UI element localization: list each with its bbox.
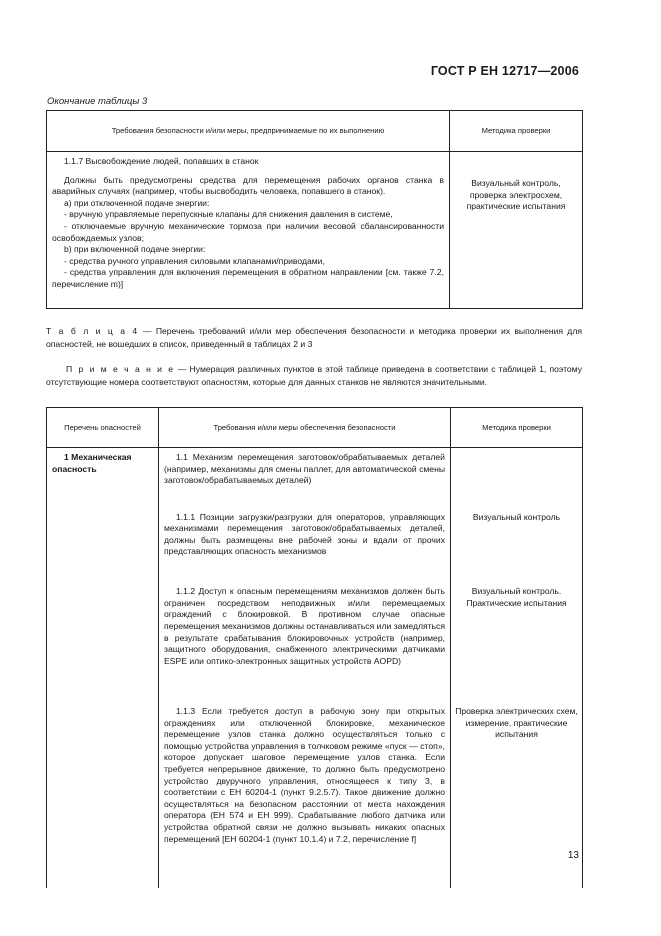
table-header-row: [47, 408, 583, 448]
requirement-text: 1.1.3 Если требуется доступ в рабочую зону при открытых ограждениях или отключенной блокировке, механическое перемещение узлов станка должно осуществляться только с помощью устройства управления в толчковом режиме «пуск — стоп», которое допускает шаговое перемещение узлов станка. Если требуется непрерывное движение, то должно быть предусмотрено устройство двуручного управления, относящееся к типу 3, в соответствии с ЕН 60204-1 (пункт 9.2.5.7). Такое движение должно осуществляться на безопасном расстоянии от места нахождения оператора (ЕН 574 и ЕН 999). Срабатывание любого датчика или устройства обратной связи не должно вызывать никаких опасных перемещений [ЕН 60204-1 (пункт 10.1.4) и 7.2, перечисление f]: [164, 705, 445, 844]
requirement-text: 1.1 Механизм перемещения заготовок/обрабатываемых деталей (например, механизмы для смены паллет, для автоматической смены заготовок/обрабатываемых деталей): [164, 452, 445, 486]
method-cell: [451, 508, 583, 583]
method-cell: [451, 582, 583, 702]
table-4-note: П р и м е ч а н и е — Нумерация различных пунктов в этой таблице приведена в соответствии с таблицей 1, поэтому отсутствующие номера соответствуют опасностям, которые для данных станков не являются значительными.: [46, 364, 582, 387]
requirements-cell: [159, 582, 451, 702]
page-number: 13: [567, 850, 579, 861]
method-text: Визуальный контроль. Практические испытания: [466, 586, 567, 608]
method-cell: [450, 152, 583, 309]
list-item: - отключаемые вручную механические тормоза при наличии весовой сбалансированности освобождаемых узлов;: [52, 220, 444, 243]
method-text: Визуальный контроль, проверка электросхем, практические испытания: [466, 178, 566, 212]
list-item: а) при отключенной подаче энергии:: [64, 197, 210, 208]
requirement-text: 1.1.1 Позиции загрузки/разгрузки для операторов, управляющих механизмами перемещения заготовок/обрабатываемых деталей, должны быть размещены вне рабочей зоны и вдали от прочих представляющих опасность механизмов: [164, 511, 445, 557]
table-row: [47, 152, 583, 309]
column-header-requirements: Требования и/или меры обеспечения безопасности: [159, 408, 451, 448]
section-title: 1.1.7 Высвобождение людей, попавших в станок: [64, 156, 259, 166]
column-header-hazards: Перечень опасностей: [47, 408, 159, 448]
column-header-method: Методика проверки: [450, 111, 583, 152]
list-item: - средства ручного управления силовыми клапанами/приводами,: [64, 255, 325, 266]
method-text: Проверка электрических схем, измерение, практические испытания: [455, 705, 578, 740]
table-3-end: [46, 110, 583, 309]
list-item: b) при включенной подаче энергии:: [64, 244, 206, 255]
requirements-cell: [159, 448, 451, 508]
list-item: - вручную управляемые перепускные клапаны для снижения давления в системе,: [64, 209, 393, 220]
requirements-cell: [159, 702, 451, 888]
table-3-continuation-caption: Окончание таблицы 3: [47, 96, 148, 107]
table-header-row: [47, 111, 583, 152]
standard-code: ГОСТ Р ЕН 12717—2006: [430, 64, 579, 78]
column-header-method: Методика проверки: [451, 408, 583, 448]
method-text: Визуальный контроль: [472, 511, 561, 522]
hazard-name: 1 Механическая опасность: [52, 452, 132, 474]
requirements-cell: [47, 152, 450, 309]
table-4-title: Т а б л и ц а 4 — Перечень требований и/или мер обеспечения безопасности и методика проверки их выполнения для опасностей, не вошедших в список, приведенный в таблицах 2 и 3: [46, 326, 582, 349]
requirements-cell: [159, 508, 451, 583]
requirement-text: 1.1.2 Доступ к опасным перемещениям механизмов должен быть ограничен посредством неподвижных и/или перемещаемых ограждений с блокировкой. В противном случае опасные перемещения механизмов должны останавливаться или замедляться в результате срабатывания блокировочных устройств (например, защитного оборудования, снабженного электрическими датчиками ESPE или оптико-электронных защитных устройств AOPD): [164, 586, 445, 666]
hazard-cell: [47, 448, 159, 889]
column-header-requirements: Требования безопасности и/или меры, предпринимаемые по их выполнению: [47, 111, 450, 152]
method-cell: [451, 448, 583, 508]
table-4: [46, 407, 583, 888]
paragraph: Должны быть предусмотрены средства для перемещения рабочих органов станка в аварийных случаях (например, чтобы высвободить человека, попавшего в станок).: [52, 174, 444, 197]
list-item: - средства управления для включения перемещения в обратном направлении [см. также 7.2, перечисление m)]: [52, 267, 444, 289]
method-cell: [451, 702, 583, 888]
table-row: [47, 448, 583, 508]
